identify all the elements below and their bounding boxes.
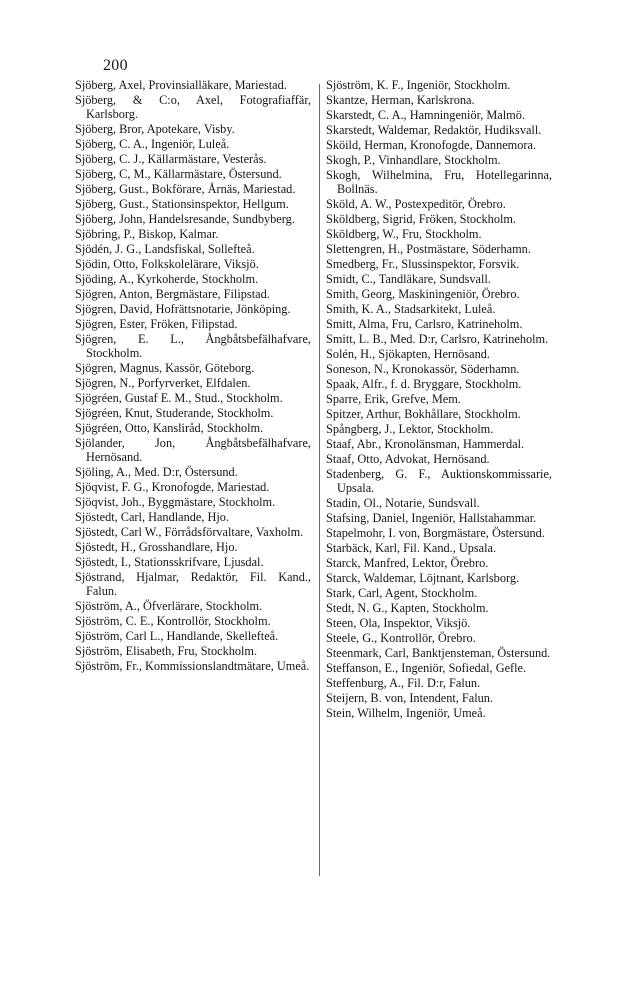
directory-entry: Sjöberg, C. J., Källarmästare, Vesterås. xyxy=(75,152,267,166)
directory-entry: Smidt, C., Tandläkare, Sundsvall. xyxy=(326,272,491,286)
directory-entry: Sjöberg, Axel, Provinsialläkare, Mariestad. xyxy=(75,78,287,92)
directory-entry: Sköldberg, W., Fru, Stockholm. xyxy=(326,227,482,241)
directory-entry: Sjöqvist, Joh., Byggmästare, Stockholm. xyxy=(75,495,276,509)
directory-entry: Sjöström, Carl L., Handlande, Skellefteå. xyxy=(75,629,279,643)
directory-entry: Sjödén, J. G., Landsfiskal, Sollefteå. xyxy=(75,242,255,256)
directory-entry: Sjögren, Ester, Fröken, Filipstad. xyxy=(75,317,238,331)
right-column xyxy=(326,78,552,721)
directory-entry: Spångberg, J., Lektor, Stockholm. xyxy=(326,422,494,436)
left-column xyxy=(75,78,311,674)
directory-entry: Steen, Ola, Inspektor, Viksjö. xyxy=(326,616,471,630)
directory-entry: Skogh, P., Vinhandlare, Stockholm. xyxy=(326,153,501,167)
directory-entry: Sjöberg, & C:o, Axel, Fotografiaffär, Karlsborg. xyxy=(75,93,311,121)
directory-entry: Soneson, N., Kronokassör, Söderhamn. xyxy=(326,362,520,376)
directory-entry: Sparre, Erik, Grefve, Mem. xyxy=(326,392,461,406)
directory-entry: Smitt, Alma, Fru, Carlsro, Katrineholm. xyxy=(326,317,523,331)
directory-entry: Stark, Carl, Agent, Stockholm. xyxy=(326,586,478,600)
directory-entry: Slettengren, H., Postmästare, Söderhamn. xyxy=(326,242,531,256)
directory-entry: Sjöstedt, Carl, Handlande, Hjo. xyxy=(75,510,230,524)
directory-entry: Stapelmohr, I. von, Borgmästare, Östersund. xyxy=(326,526,545,540)
directory-entry: Skarstedt, C. A., Hamningeniör, Malmö. xyxy=(326,108,525,122)
directory-entry: Sköild, Herman, Kronofogde, Dannemora. xyxy=(326,138,537,152)
directory-entry: Sjöström, C. E., Kontrollör, Stockholm. xyxy=(75,614,271,628)
directory-entry: Sjögréen, Otto, Kansliråd, Stockholm. xyxy=(75,421,264,435)
directory-entry: Steffenburg, A., Fil. D:r, Falun. xyxy=(326,676,481,690)
directory-entry: Sjöstedt, I., Stationsskrifvare, Ljusdal. xyxy=(75,555,264,569)
directory-entry: Stadin, Ol., Notarie, Sundsvall. xyxy=(326,496,480,510)
directory-entry: Skantze, Herman, Karlskrona. xyxy=(326,93,475,107)
directory-entry: Smith, K. A., Stadsarkitekt, Luleå. xyxy=(326,302,496,316)
directory-entry: Sjöberg, Bror, Apotekare, Visby. xyxy=(75,122,235,136)
directory-entry: Sjögréen, Knut, Studerande, Stockholm. xyxy=(75,406,274,420)
directory-entry: Sköldberg, Sigrid, Fröken, Stockholm. xyxy=(326,212,517,226)
page-number: 200 xyxy=(103,57,128,74)
directory-entry: Sjögren, David, Hofrättsnotarie, Jönköping. xyxy=(75,302,291,316)
directory-entry: Sjöberg, C, M., Källarmästare, Östersund. xyxy=(75,167,282,181)
directory-entry: Skarstedt, Waldemar, Redaktör, Hudiksvall. xyxy=(326,123,542,137)
directory-entry: Sjöberg, John, Handelsresande, Sundbyberg. xyxy=(75,212,295,226)
directory-entry: Sjöberg, C. A., Ingeniör, Luleå. xyxy=(75,137,230,151)
directory-entry: Sjögren, Magnus, Kassör, Göteborg. xyxy=(75,361,255,375)
directory-entry: Steffanson, E., Ingeniör, Sofiedal, Gefle. xyxy=(326,661,527,675)
directory-entry: Spitzer, Arthur, Bokhållare, Stockholm. xyxy=(326,407,521,421)
directory-entry: Sjögréen, Gustaf E. M., Stud., Stockholm. xyxy=(75,391,283,405)
directory-entry: Staaf, Abr., Kronolänsman, Hammerdal. xyxy=(326,437,525,451)
directory-entry: Sjöström, K. F., Ingeniör, Stockholm. xyxy=(326,78,511,92)
directory-entry: Smitt, L. B., Med. D:r, Carlsro, Katrineholm. xyxy=(326,332,549,346)
directory-entry: Sjöström, Fr., Kommissionslandtmätare, Umeå. xyxy=(75,659,310,673)
directory-entry: Stein, Wilhelm, Ingeniör, Umeå. xyxy=(326,706,486,720)
directory-entry: Sjögren, E. L., Ångbåtsbefälhafvare, Stockholm. xyxy=(75,332,311,360)
directory-entry: Starck, Waldemar, Löjtnant, Karlsborg. xyxy=(326,571,520,585)
directory-entry: Sjöström, A., Öfverlärare, Stockholm. xyxy=(75,599,263,613)
directory-entry: Stadenberg, G. F., Auktionskommissarie, Upsala. xyxy=(326,467,552,495)
directory-entry: Sjöberg, Gust., Bokförare, Årnäs, Mariestad. xyxy=(75,182,296,196)
directory-entry: Stafsing, Daniel, Ingeniör, Hallstahammar. xyxy=(326,511,537,525)
directory-entry: Sjölander, Jon, Ångbåtsbefälhafvare, Hernösand. xyxy=(75,436,311,464)
directory-entry: Sjöstedt, Carl W., Förrådsförvaltare, Vaxholm. xyxy=(75,525,304,539)
directory-entry: Steijern, B. von, Intendent, Falun. xyxy=(326,691,494,705)
directory-entry: Solén, H., Sjökapten, Hernösand. xyxy=(326,347,490,361)
directory-entry: Spaak, Alfr., f. d. Bryggare, Stockholm. xyxy=(326,377,522,391)
directory-entry: Sjöling, A., Med. D:r, Östersund. xyxy=(75,465,238,479)
directory-entry: Steenmark, Carl, Banktjensteman, Östersund. xyxy=(326,646,551,660)
directory-entry: Smith, Georg, Maskiningeniör, Örebro. xyxy=(326,287,520,301)
directory-entry: Smedberg, Fr., Slussinspektor, Forsvik. xyxy=(326,257,520,271)
directory-entry: Sjöqvist, F. G., Kronofogde, Mariestad. xyxy=(75,480,270,494)
directory-entry: Sjöstrand, Hjalmar, Redaktör, Fil. Kand., Falun. xyxy=(75,570,311,598)
directory-entry: Staaf, Otto, Advokat, Hernösand. xyxy=(326,452,490,466)
directory-entry: Sköld, A. W., Postexpeditör, Örebro. xyxy=(326,197,506,211)
directory-entry: Sjögren, Anton, Bergmästare, Filipstad. xyxy=(75,287,270,301)
directory-entry: Sjöstedt, H., Grosshandlare, Hjo. xyxy=(75,540,238,554)
directory-entry: Starbäck, Karl, Fil. Kand., Upsala. xyxy=(326,541,497,555)
directory-entry: Sjödin, Otto, Folkskolelärare, Viksjö. xyxy=(75,257,259,271)
directory-entry: Sjögren, N., Porfyrverket, Elfdalen. xyxy=(75,376,251,390)
directory-entry: Skogh, Wilhelmina, Fru, Hotellegarinna, Bollnäs. xyxy=(326,168,552,196)
directory-entry: Sjöberg, Gust., Stationsinspektor, Hellgum. xyxy=(75,197,289,211)
column-divider xyxy=(319,84,320,876)
directory-entry: Steele, G., Kontrollör, Örebro. xyxy=(326,631,476,645)
directory-entry: Sjöström, Elisabeth, Fru, Stockholm. xyxy=(75,644,258,658)
directory-entry: Sjöbring, P., Biskop, Kalmar. xyxy=(75,227,219,241)
directory-entry: Sjöding, A., Kyrkoherde, Stockholm. xyxy=(75,272,259,286)
directory-entry: Stedt, N. G., Kapten, Stockholm. xyxy=(326,601,489,615)
directory-entry: Starck, Manfred, Lektor, Örebro. xyxy=(326,556,489,570)
